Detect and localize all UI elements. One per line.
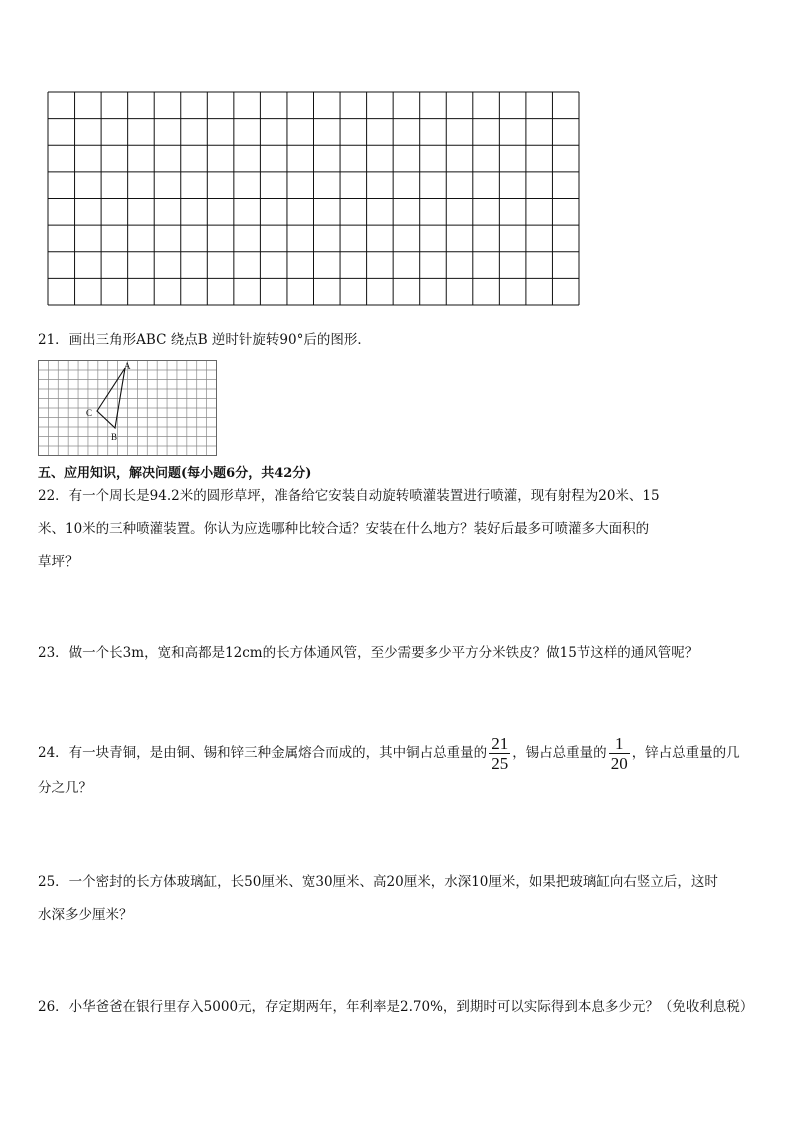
- section-5-heading: [38, 462, 311, 481]
- question-24-part-3: ，锌占总重量的几: [631, 745, 740, 761]
- question-23: [38, 637, 698, 670]
- question-21-text: 21．画出三角形ABC 绕点B 逆时针旋转90°后的图形．: [38, 332, 371, 348]
- question-26: [38, 991, 753, 1024]
- point-a-label: A: [124, 361, 131, 371]
- question-26-text: 26．小华爸爸在银行里存入5000元，存定期两年，年利率是2.70%，到期时可以实际得到本息多少元？（免收利息税）: [38, 999, 754, 1015]
- fraction-21-25: [489, 734, 510, 773]
- question-24-line-2: 分之几？: [38, 780, 92, 796]
- question-24: [38, 733, 740, 803]
- point-c-label: C: [86, 408, 93, 418]
- fraction-2-numerator: 1: [614, 734, 624, 753]
- question-24-part-2: ，锡占总重量的: [512, 745, 607, 761]
- question-25: [38, 866, 718, 932]
- question-25-line-2: 水深多少厘米？: [38, 907, 133, 923]
- triangle-abc: [97, 368, 125, 428]
- fraction-1-20: [609, 734, 630, 773]
- point-b-label: B: [111, 432, 118, 442]
- fraction-2-denominator: 20: [610, 754, 628, 773]
- fraction-1-denominator: 25: [491, 754, 509, 773]
- fraction-1-numerator: 21: [491, 734, 509, 753]
- question-22: [38, 480, 660, 579]
- triangle-grid-figure: [38, 360, 218, 456]
- question-25-line-1: 25．一个密封的长方体玻璃缸，长50厘米、宽30厘米、高20厘米，水深10厘米，如果把玻璃缸向右竖立后，这时: [38, 874, 718, 890]
- question-24-part-1: 24．有一块青铜，是由铜、锡和锌三种金属熔合而成的，其中铜占总重量的: [38, 745, 488, 761]
- answer-grid: [47, 91, 580, 306]
- question-22-line-2: 米、10米的三种喷灌装置。你认为应选哪种比较合适？安装在什么地方？装好后最多可喷灌多大面积的: [38, 521, 650, 537]
- question-22-line-1: 22．有一个周长是94.2米的圆形草坪，准备给它安装自动旋转喷灌装置进行喷灌，现有射程为20米、15: [38, 488, 660, 504]
- section-5-title: 五、应用知识，解决问题(每小题6分，共42分): [38, 466, 312, 481]
- question-23-text: 23．做一个长3m，宽和高都是12cm的长方体通风管，至少需要多少平方分米铁皮？做15节这样的通风管呢？: [38, 645, 699, 661]
- question-21: [38, 324, 371, 357]
- question-22-line-3: 草坪？: [38, 554, 79, 570]
